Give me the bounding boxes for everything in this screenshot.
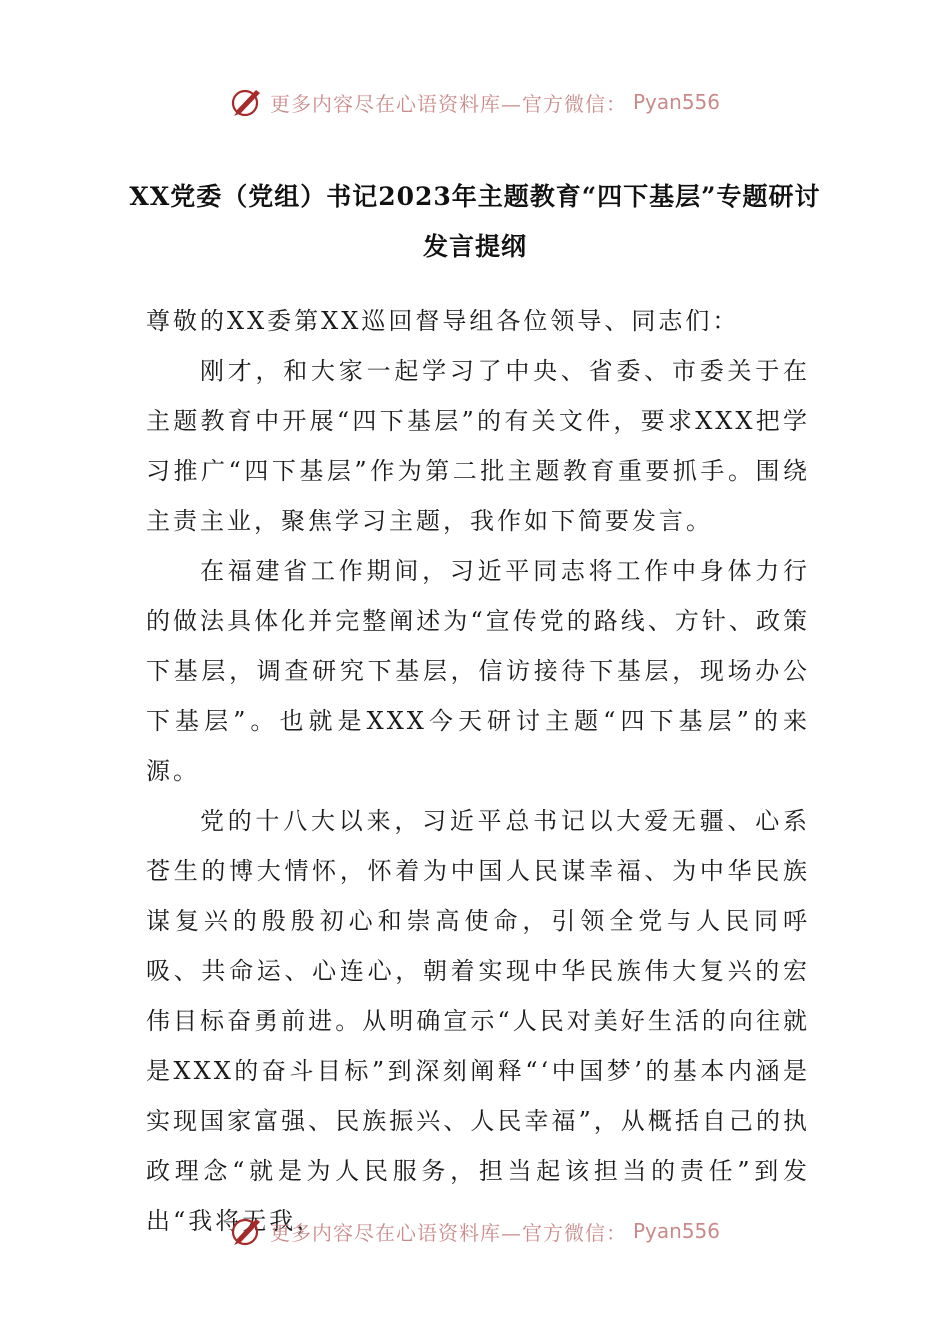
paragraph: 刚才，和大家一起学习了中央、省委、市委关于在主题教育中开展“四下基层”的有关文件，要求XXX把学习推广“四下基层”作为第二批主题教育重要抓手。围绕主责主业，聚焦学习主题，我作如下简要发言。	[146, 357, 810, 535]
watermark-header	[0, 82, 950, 122]
salutation: 尊敬的XX委第XX巡回督导组各位领导、同志们：	[146, 307, 740, 335]
pen-circle-icon	[230, 85, 264, 119]
watermark-text: 更多内容尽在心语资料库—官方微信：	[269, 91, 627, 116]
paragraph: 党的十八大以来，习近平总书记以大爱无疆、心系苍生的博大情怀，怀着为中国人民谋幸福、为中华民族谋复兴的殷殷初心和崇高使命，引领全党与人民同呼吸、共命运、心连心，朝着实现中华民族伟大复兴的宏伟目标奋勇前进。从明确宣示“人民对美好生活的向往就是XXX的奋斗目标”到深刻阐释“‘中国梦’的基本内涵是实现国家富强、民族振兴、人民幸福”，从概括自己的执政理念“就是为人民服务，担当起该担当的责任”到发出“我将无我，	[146, 807, 810, 1235]
pen-circle-icon	[230, 1214, 264, 1248]
paragraph: 在福建省工作期间，习近平同志将工作中身体力行的做法具体化并完整阐述为“宣传党的路线、方针、政策下基层，调查研究下基层，信访接待下基层，现场办公下基层”。也就是XXX今天研讨主题“四下基层”的来源。	[146, 557, 810, 785]
watermark-wechat-id: Pyan556	[632, 1219, 720, 1243]
watermark-footer	[0, 1211, 950, 1251]
document-body	[146, 296, 810, 1246]
watermark-wechat-id: Pyan556	[632, 90, 720, 114]
watermark-text: 更多内容尽在心语资料库—官方微信：	[269, 1220, 627, 1245]
document-title: XX党委（党组）书记2023年主题教育“四下基层”专题研讨发言提纲	[129, 182, 821, 261]
